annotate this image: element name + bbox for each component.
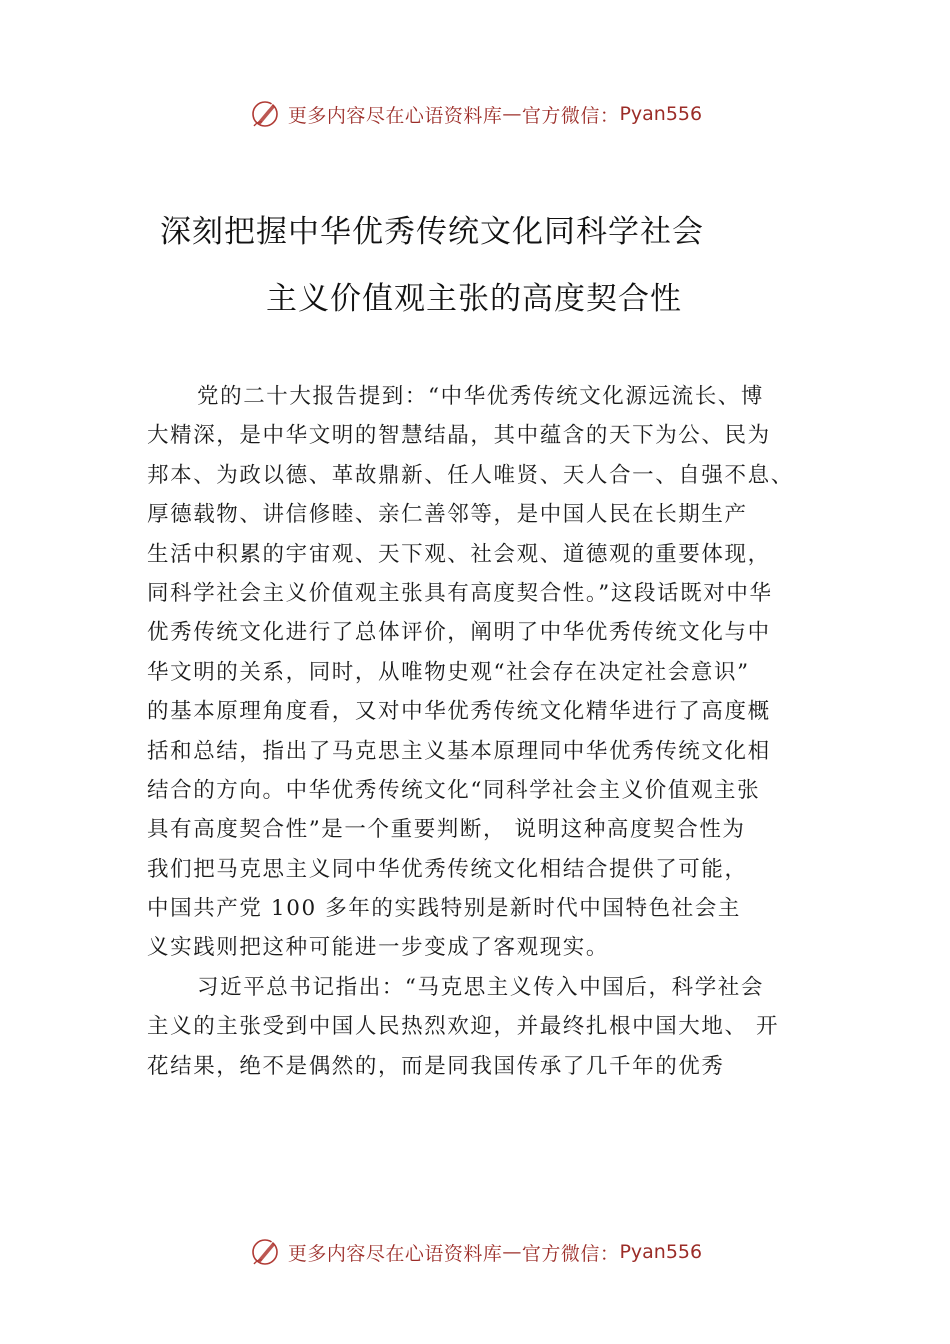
- body-line: 具有高度契合性”是一个重要判断， 说明这种高度契合性为: [147, 817, 746, 843]
- body-line: 习近平总书记指出：“马克思主义传入中国后，科学社会: [197, 974, 764, 1000]
- body-line: 邦本、为政以德、革故鼎新、任人唯贤、天人合一、自强不息、: [147, 462, 794, 488]
- body-line: 党的二十大报告提到：“中华优秀传统文化源远流长、博: [197, 384, 764, 409]
- banner-wechat-id: Pyan556: [619, 103, 703, 125]
- body-line: 生活中积累的宇宙观、天下观、社会观、道德观的重要体现，: [147, 541, 771, 567]
- body-line: 同科学社会主义价值观主张具有高度契合性。”这段话既对中华: [147, 580, 773, 606]
- body-line: 义实践则把这种可能进一步变成了客观现实。: [147, 935, 610, 961]
- body-line: 结合的方向。中华优秀传统文化“同科学社会主义价值观主张: [147, 777, 761, 803]
- body-line: 的基本原理角度看，又对中华优秀传统文化精华进行了高度概: [147, 699, 771, 725]
- body-line: 厚德载物、讲信修睦、亲仁善邻等，是中国人民在长期生产: [147, 502, 748, 528]
- banner-wechat-id: Pyan556: [619, 1241, 703, 1263]
- document-title-line-1: 深刻把握中华优秀传统文化同科学社会: [160, 214, 704, 250]
- banner-wechat-label: 官方微信：: [521, 1242, 620, 1265]
- body-line: 主义的主张受到中国人民热烈欢迎，并最终扎根中国大地、 开: [147, 1014, 780, 1040]
- body-line: 华文明的关系，同时，从唯物史观“社会存在决定社会意识”: [147, 659, 750, 685]
- body-line: 括和总结，指出了马克思主义基本原理同中华优秀传统文化相: [147, 738, 771, 764]
- quill-pen-logo-icon: [248, 1235, 282, 1269]
- banner-separator: —: [502, 103, 522, 125]
- body-line: 中国共产党 100 多年的实践特别是新时代中国特色社会主: [147, 896, 742, 922]
- body-line: 优秀传统文化进行了总体评价，阐明了中华优秀传统文化与中: [147, 620, 771, 646]
- quill-pen-logo-icon: [248, 97, 282, 131]
- body-line: 花结果，绝不是偶然的，而是同我国传承了几千年的优秀: [147, 1053, 725, 1079]
- body-line: 我们把马克思主义同中华优秀传统文化相结合提供了可能，: [147, 856, 748, 882]
- banner-brand-text: 更多内容尽在心语资料库: [287, 104, 503, 127]
- banner-separator: —: [502, 1241, 522, 1263]
- document-title-line-2: 主义价值观主张的高度契合性: [266, 281, 682, 317]
- banner-brand-text: 更多内容尽在心语资料库: [287, 1242, 503, 1265]
- body-line: 大精深，是中华文明的智慧结晶，其中蕴含的天下为公、民为: [147, 423, 771, 449]
- footer-banner: [0, 1232, 950, 1272]
- document-body: [147, 377, 827, 1086]
- header-banner: [0, 94, 950, 134]
- banner-wechat-label: 官方微信：: [521, 104, 620, 127]
